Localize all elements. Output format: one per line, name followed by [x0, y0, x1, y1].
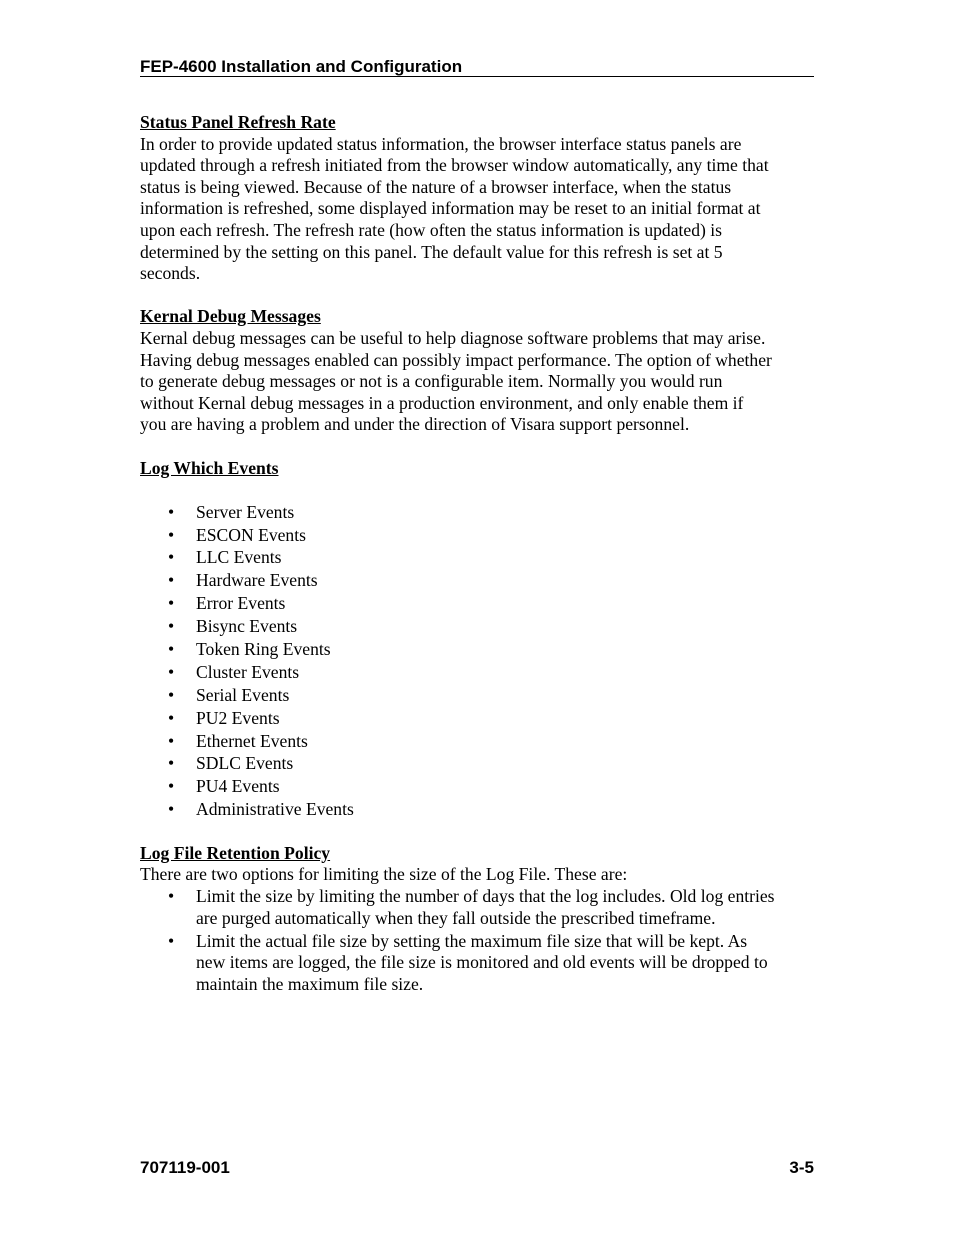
- list-item-label: SDLC Events: [196, 753, 294, 774]
- bullet-icon: •: [168, 639, 175, 660]
- list-item-label: Hardware Events: [196, 570, 318, 591]
- section-heading: Status Panel Refresh Rate: [140, 112, 336, 132]
- bullet-icon: •: [168, 776, 175, 797]
- page-number: 3-5: [789, 1158, 814, 1177]
- bullet-icon: •: [168, 730, 175, 751]
- list-item-label: Error Events: [196, 593, 286, 614]
- list-item-line: Limit the actual file size by setting the maximum file size that will be kept. As: [196, 930, 748, 951]
- section-status-panel: [140, 112, 816, 285]
- paragraph-line: updated through a refresh initiated from the browser window automatically, any time that: [140, 155, 769, 176]
- paragraph-line: to generate debug messages or not is a configurable item. Normally you would run: [140, 371, 723, 392]
- paragraph-line: In order to provide updated status information, the browser interface status panels are: [140, 133, 742, 154]
- paragraph-line: seconds.: [140, 263, 201, 284]
- paragraph: [140, 328, 816, 436]
- list-item-line: Limit the size by limiting the number of days that the log includes. Old log entries: [196, 885, 775, 906]
- bullet-icon: •: [168, 524, 175, 545]
- section-retention-policy: [140, 843, 816, 996]
- section-heading: Log Which Events: [140, 457, 279, 478]
- bullet-icon: •: [168, 570, 175, 591]
- list-item: [140, 931, 816, 996]
- section-log-events: [140, 458, 816, 822]
- section-kernal-debug: [140, 306, 816, 436]
- list-item-label: Token Ring Events: [196, 639, 331, 660]
- header-title: FEP-4600 Installation and Configuration: [140, 57, 463, 76]
- list-item-label: Administrative Events: [196, 799, 354, 820]
- list-item-label: Cluster Events: [196, 661, 300, 682]
- list-item: [140, 569, 816, 592]
- paragraph-line: you are having a problem and under the direction of Visara support personnel.: [140, 414, 690, 435]
- list-item: [140, 615, 816, 638]
- list-item: [140, 798, 816, 821]
- list-item-label: Server Events: [196, 501, 295, 522]
- document-body: [140, 112, 816, 997]
- list-item: [140, 592, 816, 615]
- list-item-label: ESCON Events: [196, 524, 306, 545]
- paragraph-line: information is refreshed, some displayed information may be reset to an initial format at: [140, 198, 761, 219]
- bullet-icon: •: [168, 684, 175, 705]
- paragraph-line: Having debug messages enabled can possibly impact performance. The option of whether: [140, 349, 772, 370]
- bullet-icon: •: [168, 616, 175, 637]
- bullet-icon: •: [168, 661, 175, 682]
- bullet-icon: •: [168, 930, 175, 951]
- bullet-icon: •: [168, 885, 175, 906]
- list-item-line: are purged automatically when they fall outside the prescribed timeframe.: [196, 907, 716, 928]
- list-item: [140, 661, 816, 684]
- list-item: [140, 775, 816, 798]
- list-item: [140, 546, 816, 569]
- event-list: [140, 501, 816, 821]
- bullet-icon: •: [168, 753, 175, 774]
- bullet-icon: •: [168, 547, 175, 568]
- list-item-label: LLC Events: [196, 547, 282, 568]
- paragraph: [140, 134, 816, 285]
- page-header: [140, 56, 814, 77]
- list-item: [140, 524, 816, 547]
- list-item: [140, 638, 816, 661]
- list-item-line: new items are logged, the file size is monitored and old events will be dropped to: [196, 952, 768, 973]
- paragraph-line: without Kernal debug messages in a production environment, and only enable them if: [140, 392, 744, 413]
- list-item: [140, 684, 816, 707]
- bullet-icon: •: [168, 593, 175, 614]
- list-item: [140, 886, 816, 929]
- paragraph-line: upon each refresh. The refresh rate (how often the status information is updated) is: [140, 219, 723, 240]
- paragraph: There are two options for limiting the size of the Log File. These are:: [140, 864, 628, 885]
- bullet-icon: •: [168, 707, 175, 728]
- list-item: [140, 707, 816, 730]
- retention-options-list: [140, 886, 816, 996]
- paragraph-line: determined by the setting on this panel. The default value for this refresh is set at 5: [140, 241, 723, 262]
- list-item-label: Bisync Events: [196, 616, 298, 637]
- list-item-label: Ethernet Events: [196, 730, 308, 751]
- bullet-icon: •: [168, 799, 175, 820]
- section-heading: Log File Retention Policy: [140, 842, 331, 863]
- list-item: [140, 752, 816, 775]
- paragraph-line: Kernal debug messages can be useful to help diagnose software problems that may arise.: [140, 327, 766, 348]
- document-number: 707119-001: [140, 1158, 230, 1177]
- list-item-label: PU4 Events: [196, 776, 280, 797]
- list-item: [140, 501, 816, 524]
- list-item-label: PU2 Events: [196, 707, 280, 728]
- bullet-icon: •: [168, 501, 175, 522]
- paragraph-line: status is being viewed. Because of the nature of a browser interface, when the status: [140, 176, 732, 197]
- list-item: [140, 730, 816, 753]
- list-item-line: maintain the maximum file size.: [196, 973, 424, 994]
- section-heading: Kernal Debug Messages: [140, 306, 321, 327]
- list-item-label: Serial Events: [196, 684, 290, 705]
